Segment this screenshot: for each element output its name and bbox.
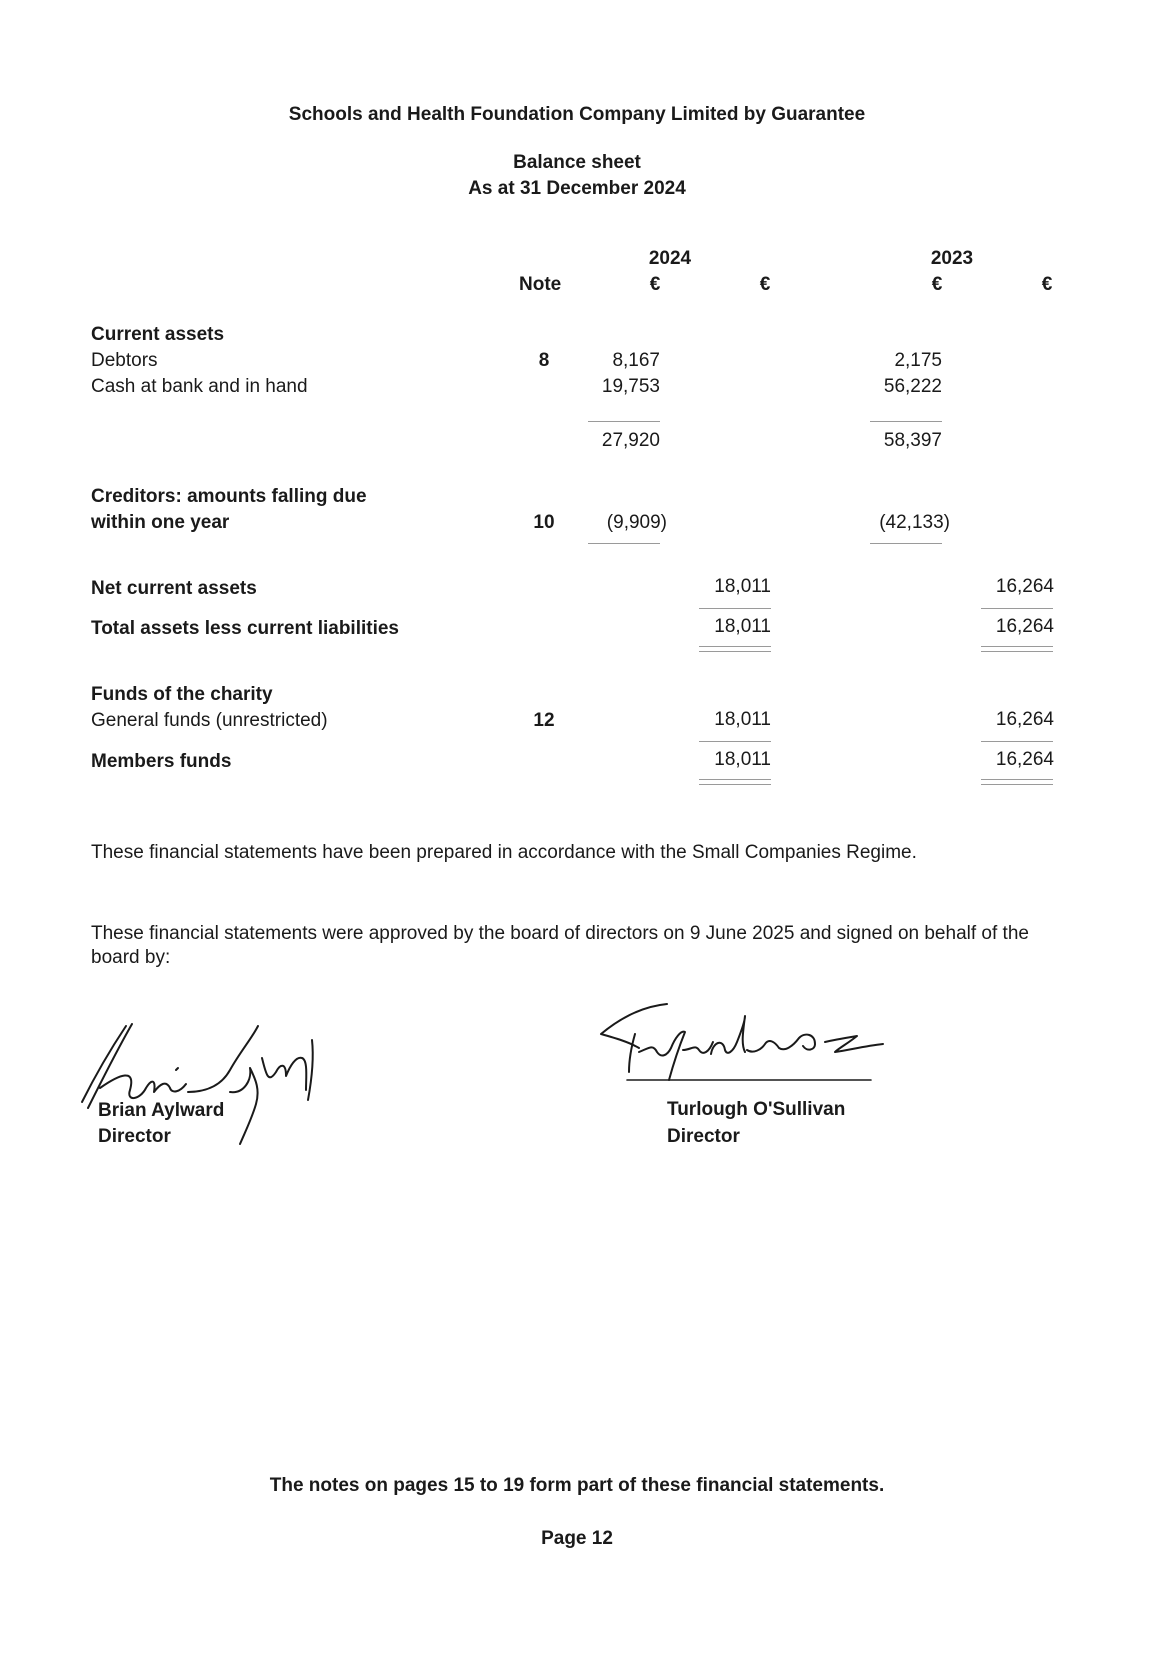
general-funds-label: General funds (unrestricted)	[91, 710, 328, 731]
members-funds-prior: 16,264	[995, 749, 1054, 770]
regime-statement: These financial statements have been prepared in accordance with the Small Companies Regime.	[91, 842, 917, 863]
net-current-assets-label: Net current assets	[91, 578, 257, 599]
signatory-2-role: Director	[667, 1126, 740, 1147]
ncassets-rule-prior	[981, 608, 1053, 609]
statement-date: As at 31 December 2024	[468, 178, 686, 199]
currency-header-prior-sub: €	[931, 274, 943, 295]
net-current-assets-prior: 16,264	[995, 576, 1054, 597]
currency-header-current-total: €	[759, 274, 771, 295]
approval-statement: These financial statements were approved by the board of directors on 9 June 2025 and signed on behalf of the board by:	[91, 923, 1029, 968]
general-funds-note: 12	[533, 710, 555, 731]
year-current-header: 2024	[648, 248, 692, 269]
general-funds-current: 18,011	[714, 709, 771, 730]
year-prior-header: 2023	[930, 248, 974, 269]
creditors-rule-prior	[870, 543, 942, 544]
general-funds-prior: 16,264	[995, 709, 1054, 730]
statement-title: Balance sheet	[513, 152, 641, 173]
signature-turlough-osullivan	[595, 998, 895, 1098]
subtotal-rule-prior	[870, 421, 942, 422]
creditors-note: 10	[533, 512, 555, 533]
debtors-note: 8	[538, 350, 550, 371]
net-current-assets-current: 18,011	[714, 576, 771, 597]
members-funds-current: 18,011	[714, 749, 771, 770]
members-double-rule-current-a	[699, 779, 771, 780]
total-double-rule-current-a	[699, 646, 771, 647]
signatory-1-name: Brian Aylward	[98, 1100, 225, 1121]
members-double-rule-prior-a	[981, 779, 1053, 780]
company-title: Schools and Health Foundation Company Limited by Guarantee	[288, 104, 866, 125]
total-assets-prior: 16,264	[995, 616, 1054, 637]
funds-rule-current	[699, 741, 771, 742]
current-assets-heading: Current assets	[91, 324, 225, 345]
total-assets-label: Total assets less current liabilities	[91, 618, 399, 639]
creditors-label-line1: Creditors: amounts falling due	[91, 486, 367, 507]
current-assets-subtotal-current: 27,920	[601, 430, 660, 451]
debtors-label: Debtors	[91, 350, 158, 371]
debtors-current: 8,167	[612, 350, 660, 371]
creditors-label-line2: within one year	[91, 512, 230, 533]
creditors-rule-current	[588, 543, 660, 544]
current-assets-subtotal-prior: 58,397	[883, 430, 942, 451]
signatory-1-role: Director	[98, 1126, 171, 1147]
total-double-rule-current-b	[699, 651, 771, 652]
funds-rule-prior	[981, 741, 1053, 742]
total-assets-current: 18,011	[714, 616, 771, 637]
members-double-rule-current-b	[699, 784, 771, 785]
members-double-rule-prior-b	[981, 784, 1053, 785]
creditors-current: (9,909)	[606, 512, 667, 533]
currency-header-current-sub: €	[649, 274, 661, 295]
cash-current: 19,753	[601, 376, 660, 397]
creditors-prior: (42,133)	[879, 512, 950, 533]
currency-header-prior-total: €	[1041, 274, 1053, 295]
total-double-rule-prior-b	[981, 651, 1053, 652]
note-header: Note	[519, 274, 562, 295]
members-funds-label: Members funds	[91, 751, 232, 772]
total-double-rule-prior-a	[981, 646, 1053, 647]
cash-label: Cash at bank and in hand	[91, 376, 308, 397]
debtors-prior: 2,175	[894, 350, 942, 371]
ncassets-rule-current	[699, 608, 771, 609]
page-number: Page 12	[541, 1528, 613, 1549]
cash-prior: 56,222	[883, 376, 942, 397]
funds-heading: Funds of the charity	[91, 684, 273, 705]
subtotal-rule-current	[588, 421, 660, 422]
notes-reference: The notes on pages 15 to 19 form part of these financial statements.	[269, 1475, 885, 1496]
signatory-2-name: Turlough O'Sullivan	[667, 1099, 846, 1120]
